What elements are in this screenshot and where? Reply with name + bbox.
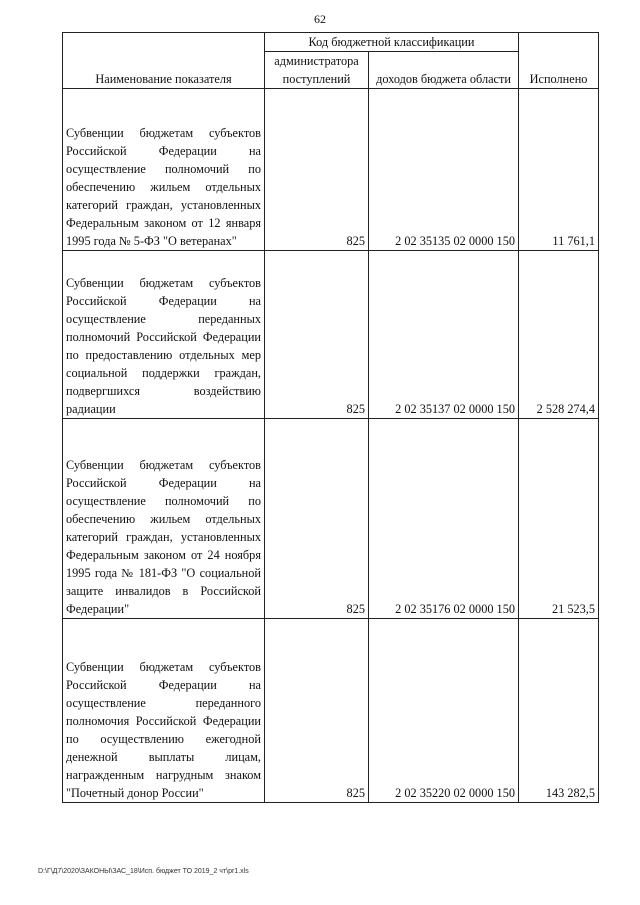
table-row <box>63 89 599 251</box>
indicator-name: Субвенции бюджетам субъектов Российской Федерации на осуществление полномочий по обеспечению жильем отдельных категорий граждан, установленных Федеральным законом от 12 января 1995 года № 5-ФЗ "О ветеранах" <box>63 89 265 251</box>
executed-amount: 21 523,5 <box>519 419 599 619</box>
administrator-code: 825 <box>265 619 369 803</box>
income-code: 2 02 35137 02 0000 150 <box>369 251 519 419</box>
col-header-name: Наименование показателя <box>63 33 265 89</box>
administrator-code: 825 <box>265 419 369 619</box>
col-header-executed: Исполнено <box>519 33 599 89</box>
indicator-name: Субвенции бюджетам субъектов Российской Федерации на осуществление переданных полномочий Российской Федерации по предоставлению отдельных мер социальной поддержки граждан, подвергшихся воздействию радиации <box>63 251 265 419</box>
table-row <box>63 619 599 803</box>
col-header-income-code: доходов бюджета области <box>369 52 519 89</box>
col-header-administrator: администратора поступлений <box>265 52 369 89</box>
table-row <box>63 251 599 419</box>
footer-file-path: D:\Г\Д7\2020\ЗАКОНЫ\ЗАС_18\Исп. бюджет ТО 2019_2 чт\pr1.xls <box>38 868 249 875</box>
income-code: 2 02 35176 02 0000 150 <box>369 419 519 619</box>
col-header-code-group: Код бюджетной классификации <box>265 33 519 52</box>
administrator-code: 825 <box>265 251 369 419</box>
executed-amount: 11 761,1 <box>519 89 599 251</box>
table-row <box>63 419 599 619</box>
indicator-name: Субвенции бюджетам субъектов Российской Федерации на осуществление переданного полномочия Российской Федерации по осуществлению ежегодной денежной выплаты лицам, награжденным нагрудным знаком "Почетный донор России" <box>63 619 265 803</box>
indicator-name: Субвенции бюджетам субъектов Российской Федерации на осуществление полномочий по обеспечению жильем отдельных категорий граждан, установленных Федеральным законом от 24 ноября 1995 года № 181-ФЗ "О социальной защите инвалидов в Российской Федерации" <box>63 419 265 619</box>
administrator-code: 825 <box>265 89 369 251</box>
executed-amount: 143 282,5 <box>519 619 599 803</box>
header-row-1 <box>63 33 599 52</box>
income-code: 2 02 35220 02 0000 150 <box>369 619 519 803</box>
page-number: 62 <box>314 12 326 26</box>
income-code: 2 02 35135 02 0000 150 <box>369 89 519 251</box>
budget-table <box>62 32 599 803</box>
executed-amount: 2 528 274,4 <box>519 251 599 419</box>
